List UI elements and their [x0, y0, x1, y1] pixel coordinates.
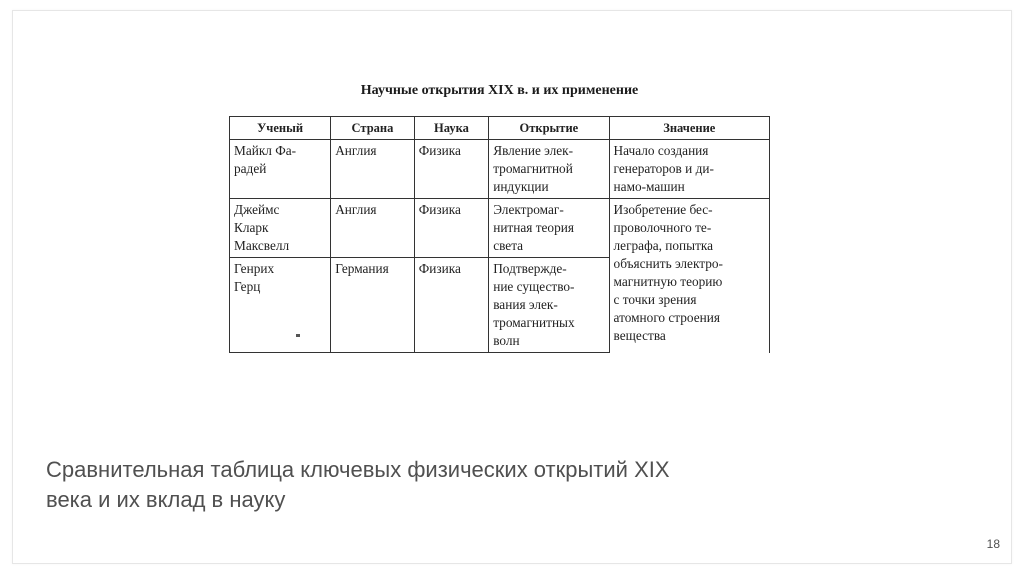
cell-scientist: Генрих Герц — [230, 258, 331, 353]
header-science: Наука — [414, 117, 488, 140]
page-number: 18 — [986, 537, 1000, 551]
cell-discovery: Явление элек- тромагнитной индукции — [489, 140, 609, 199]
header-significance: Значение — [609, 117, 769, 140]
table-title: Научные открытия XIX в. и их применение — [360, 83, 639, 98]
cell-significance: Начало создания генераторов и ди- намо-машин — [609, 140, 769, 199]
table-row — [230, 199, 770, 258]
cell-country: Германия — [331, 258, 415, 353]
cell-scientist: Майкл Фа- радей — [230, 140, 331, 199]
cell-science: Физика — [414, 199, 488, 258]
table-body — [230, 140, 770, 353]
table-header-row — [230, 117, 770, 140]
cell-significance: Изобретение бес- проволочного те- леграфа, попытка объяснить электро- магнитную теорию с точки зрения атомного строения вещества — [609, 199, 769, 353]
scan-mark — [296, 334, 300, 337]
cell-country: Англия — [331, 199, 415, 258]
header-country: Страна — [331, 117, 415, 140]
slide-caption: Сравнительная таблица ключевых физических открытий XIX века и их вклад в науку — [46, 457, 670, 512]
header-discovery: Открытие — [489, 117, 609, 140]
header-scientist: Ученый — [230, 117, 331, 140]
cell-discovery: Подтвержде- ние существо- вания элек- тромагнитных волн — [489, 258, 609, 353]
cell-scientist: Джеймс Кларк Максвелл — [230, 199, 331, 258]
cell-discovery: Электромаг- нитная теория света — [489, 199, 609, 258]
cell-science: Физика — [414, 258, 488, 353]
table-row — [230, 140, 770, 199]
cell-science: Физика — [414, 140, 488, 199]
cell-country: Англия — [331, 140, 415, 199]
discoveries-table — [229, 116, 770, 353]
